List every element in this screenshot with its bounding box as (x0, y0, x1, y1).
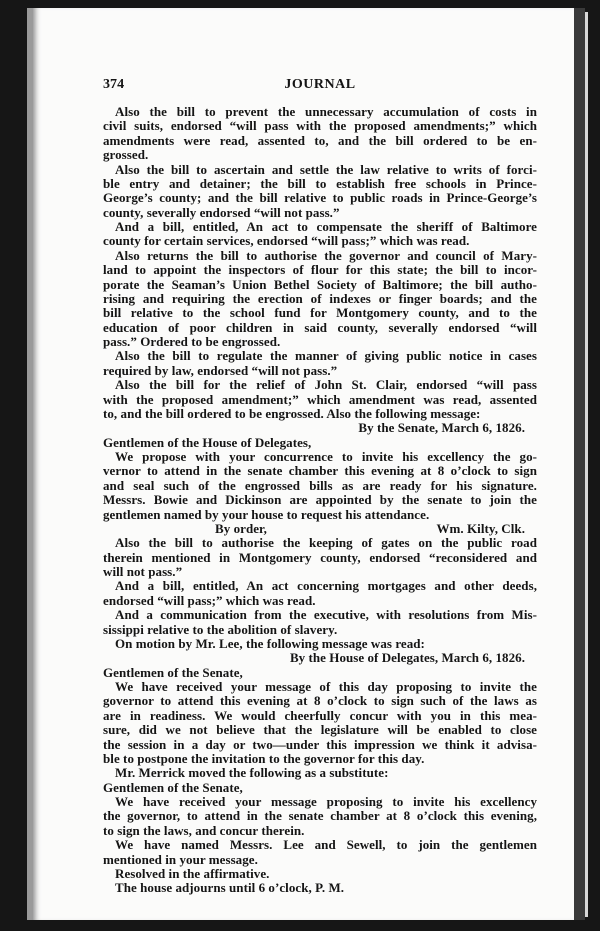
text-line: the session in a day or two—under this impression we think it advisa- (103, 736, 537, 752)
text-line: And a bill, entitled, An act concerning mortgages and other deeds, (115, 578, 537, 594)
paragraph (103, 249, 537, 350)
salutation (103, 666, 537, 680)
text-line: sissippi relative to the abolition of slavery. (103, 621, 338, 637)
by-order-text: By order, (215, 520, 267, 536)
text-line: ble entry and detainer; the bill to establish free schools in Prince- (103, 175, 537, 191)
text-line: to sign the laws, and concur therein. (103, 822, 305, 838)
paragraph (103, 637, 537, 651)
journal-body (103, 105, 537, 896)
text-line: vernor to attend in the senate chamber this evening at 8 o’clock to sign (103, 463, 537, 479)
paragraph (103, 349, 537, 378)
text-line: to, and the bill ordered to be engrossed. Also the following message: (103, 405, 481, 421)
text-line: mentioned in your message. (103, 851, 258, 867)
text-line: By the Senate, March 6, 1826. (358, 420, 525, 436)
text-line: We have named Messrs. Lee and Sewell, to join the gentlemen (115, 837, 537, 853)
text-line: grossed. (103, 147, 149, 163)
text-line: pass.” Ordered to be engrossed. (103, 334, 281, 349)
text-line: Gentlemen of the Senate, (103, 664, 243, 680)
signature-row (103, 522, 537, 536)
text-line: civil suits, endorsed “will pass with the proposed amendments;” which (103, 118, 537, 134)
paragraph (103, 105, 537, 163)
paragraph (103, 536, 537, 579)
paragraph (103, 867, 537, 881)
text-line: Mr. Merrick moved the following as a substitute: (115, 765, 389, 781)
paragraph (103, 881, 537, 895)
text-line: county, severally endorsed “will not pass.” (103, 204, 340, 220)
text-line: Gentlemen of the House of Delegates, (103, 434, 312, 450)
text-line: therein mentioned in Montgomery county, endorsed “reconsidered and (103, 549, 537, 565)
text-line: George’s county; and the bill relative to public roads in Prince-George’s (103, 190, 537, 206)
text-line: Also the bill to prevent the unnecessary accumulation of costs in (115, 104, 537, 119)
text-line: required by law, endorsed “will not pass.” (103, 362, 338, 378)
text-line: Also returns the bill to authorise the governor and council of Mary- (115, 247, 537, 263)
text-line: and seal such of the engrossed bills as are ready for his signature. (103, 477, 537, 493)
scan-right-edge (574, 8, 585, 920)
text-line: endorsed “will pass;” which was read. (103, 592, 316, 608)
text-line: land to appoint the inspectors of flour for this state; the bill to incor- (103, 262, 537, 278)
paragraph (103, 766, 537, 780)
text-line: education of poor children in said county, severally endorsed “will (103, 319, 537, 335)
paragraph (103, 608, 537, 637)
salutation (103, 781, 537, 795)
page-header (103, 77, 537, 105)
signature-line (103, 522, 537, 536)
text-line: are in readiness. We would cheerfully concur with you in this mea- (103, 707, 537, 723)
text-line: county for certain services, endorsed “will pass;” which was read. (103, 233, 470, 249)
text-line: Resolved in the affirmative. (115, 865, 270, 881)
text-line: Also the bill for the relief of John St. Clair, endorsed “will pass (115, 377, 537, 393)
text-line: And a bill, entitled, An act to compensate the sheriff of Baltimore (115, 219, 537, 234)
dateline (103, 421, 537, 435)
paragraph (103, 838, 537, 867)
text-line: Also the bill to authorise the keeping of gates on the public road (115, 535, 537, 551)
paragraph (103, 680, 537, 766)
text-line: bill relative to the school fund for Montgomery county, and to the (103, 305, 537, 321)
text-line: ble to postpone the invitation to the governor for this day. (103, 750, 425, 766)
paragraph (103, 220, 537, 249)
text-line: will not pass.” (103, 564, 183, 579)
text-line: We have received your message proposing to invite his excellency (115, 794, 537, 809)
page-number: 374 (103, 77, 125, 92)
text-line: Messrs. Bowie and Dickinson are appointed by the senate to join the (103, 492, 537, 508)
text-line: We have received your message of this day proposing to invite the (115, 679, 537, 694)
clerk-name: Wm. Kilty, Clk. (436, 520, 525, 536)
text-line: amendments were read, assented to, and the bill ordered to be en- (103, 132, 537, 148)
salutation (103, 436, 537, 450)
text-line: Also the bill to ascertain and settle the law relative to writs of forci- (115, 161, 537, 177)
paragraph (103, 163, 537, 221)
paragraph (103, 579, 537, 608)
text-line: governor to attend this evening at 8 o’clock to sign such of the laws as (103, 693, 537, 709)
scan-right-edge-strip (585, 12, 588, 917)
text-line: Also the bill to regulate the manner of giving public notice in cases (115, 348, 537, 364)
text-line: sure, did we not believe that the legislature will be enabled to close (103, 722, 537, 738)
text-line: Gentlemen of the Senate, (103, 779, 243, 795)
text-line: porate the Seaman’s Union Bethel Society of Baltimore; the bill autho- (103, 276, 537, 292)
paragraph (103, 450, 537, 522)
text-line: the governor, to attend in the senate chamber at 8 o’clock this evening, (103, 808, 537, 824)
text-line: And a communication from the executive, with resolutions from Mis- (115, 607, 537, 623)
paragraph (103, 378, 537, 421)
page-text (103, 77, 537, 896)
text-line: The house adjourns until 6 o’clock, P. M. (115, 880, 345, 896)
paragraph (103, 795, 537, 838)
text-line: gentlemen named by your house to request his attendance. (103, 506, 430, 522)
text-line: On motion by Mr. Lee, the following message was read: (115, 635, 425, 651)
text-line: with the proposed amendment;” which amendment was read, assented (103, 391, 537, 407)
running-title: JOURNAL (284, 77, 356, 92)
text-line: rising and requiring the erection of indexes or finger boards; and the (103, 290, 537, 306)
dateline (103, 651, 537, 665)
text-line: We propose with your concurrence to invite his excellency the go- (115, 449, 537, 464)
text-line: By the House of Delegates, March 6, 1826. (289, 650, 525, 666)
